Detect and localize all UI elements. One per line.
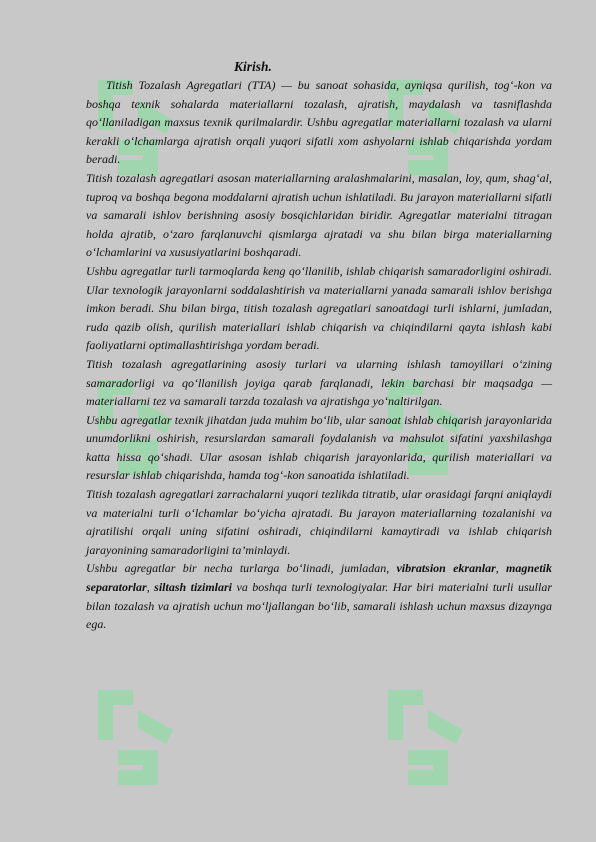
bold-term: siltash tizimlari	[154, 580, 233, 595]
text-run: Ushbu agregatlar bir necha turlarga bo‘linadi, jumladan,	[86, 561, 397, 576]
paragraph: Titish Tozalash Agregatlari (TTA) — bu sanoat sohasida, ayniqsa qurilish, tog‘-kon va boshqa texnik sohalarda materiallarni tozalash, ajratish, maydalash va tasniflashda qo‘llaniladigan maxsus texnik qurilmalardir. Ushbu agregatlar materiallarni tozalash va ularni kerakli o‘lchamlarga ajratish orqali yuqori sifatli xom ashyolarni ishlab chiqarishda yordam beradi.	[86, 78, 552, 167]
text-run: ,	[495, 561, 506, 576]
document-title: Kirish.	[234, 59, 272, 74]
paragraph: Ushbu agregatlar turli tarmoqlarda keng qo‘llanilib, ishlab chiqarish samaradorligini oshiradi. Ular texnologik jarayonlarni soddalashtirish va materiallarni yanada samarali ishlov berishga imkon beradi. Shu bilan birga, titish tozalash agregatlari sanoatdagi turli ishlarni, jumladan, ruda qazib olish, qurilish materiallari ishlab chiqarish va chiqindilarni qayta ishlash kabi faoliyatlarni optimallashtirishga yordam beradi.	[86, 263, 552, 353]
bold-term: magnetik separatorlar	[86, 561, 553, 595]
watermark-logo-icon	[368, 670, 488, 800]
text-run: va boshqa turli texnologiyalar. Har biri materialni turli usullar bilan tozalash va ajratish uchun mo‘ljallangan bo‘lib, samarali ishlash uchun maxsus dizaynga ega.	[86, 580, 552, 632]
paragraph: Titish tozalash agregatlari asosan materiallarning aralashmalarini, masalan, loy, qum, shag‘al, tuproq va boshqa begona moddalarni ajratish uchun ishlatiladi. Bu jarayon materiallarni sifatli va samarali ishlov berishning asosiy bosqichlaridan biridir. Agregatlar materialni titragan holda ajratib, o‘zaro farqlanuvchi qismlarga ajratadi va shu bilan birga materiallarning o‘lchamlarini va xususiyatlarini boshqaradi.	[86, 170, 552, 260]
paragraph: Titish tozalash agregatlari zarrachalarni yuqori tezlikda titratib, ular orasidagi farqni aniqlaydi va materialni turli o‘lchamlar bo‘yicha ajratadi. Bu jarayon materiallarning tozalanishi va ajratilishi orqali uning sifatini oshiradi, chiqindilarni kamaytiradi va ishlab chiqarish jarayonining samaradorligini ta’minlaydi.	[86, 487, 552, 557]
paragraph-types	[86, 559, 552, 633]
text-run: ,	[146, 580, 155, 595]
document-body	[86, 58, 552, 634]
paragraph: Ushbu agregatlar texnik jihatdan juda muhim bo‘lib, ular sanoat ishlab chiqarish jarayonlarida unumdorlikni oshirish, resurslardan samarali foydalanish va mahsulot sifatini yaxshilashga katta hissa qo‘shadi. Ular asosan ishlab chiqarish jarayonlarida, qurilish materiallari va resurslar ishlab chiqarishda, hamda tog‘-kon sanoatida ishlatiladi.	[86, 412, 552, 483]
watermark-logo-icon	[78, 670, 198, 800]
bold-term: vibratsion ekranlar	[396, 561, 496, 576]
paragraph: Titish tozalash agregatlarining asosiy turlari va ularning ishlash tamoyillari o‘zining samaradorligi va qo‘llanilish joyiga qarab farqlanadi, lekin barchasi bir maqsadga — materiallarni tez va samarali tarzda tozalash va ajratishga yo‘naltirilgan.	[86, 356, 552, 409]
